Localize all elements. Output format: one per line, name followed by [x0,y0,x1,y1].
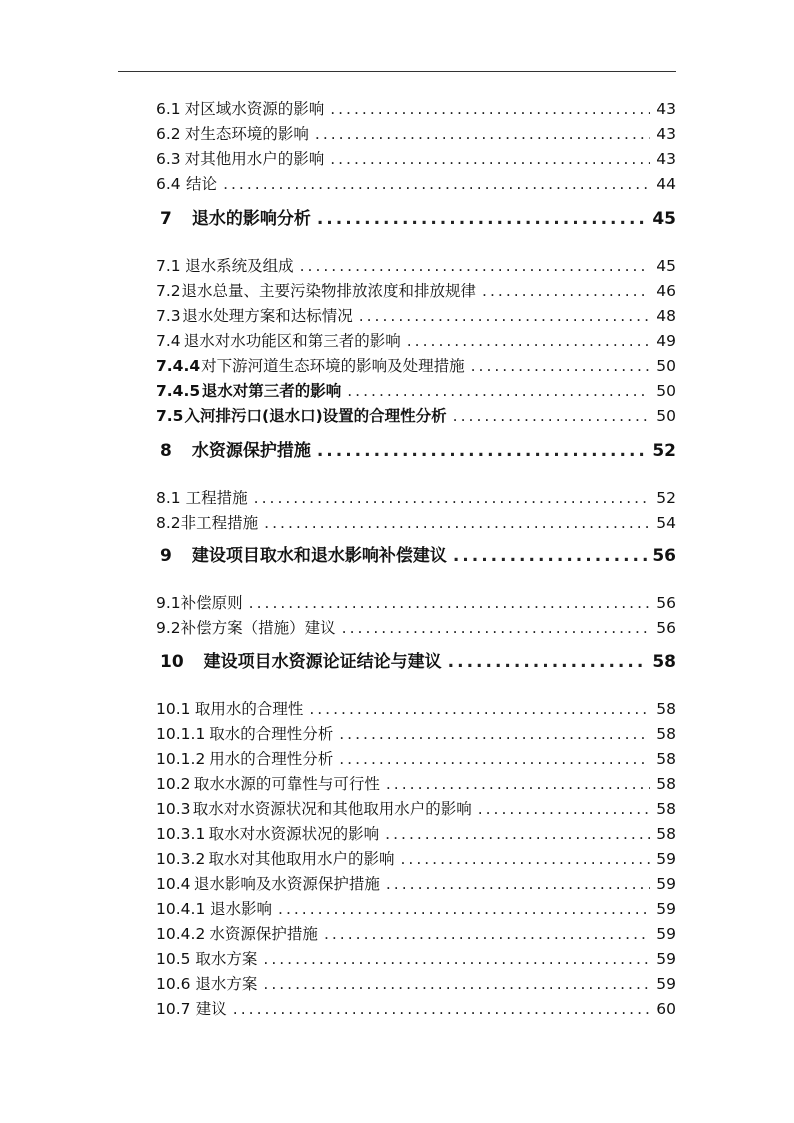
toc-leader-dots [453,404,650,428]
toc-leader-dots [249,591,650,615]
toc-chapter-page: 52 [652,441,676,461]
toc-leader-dots [278,897,650,921]
toc-entry[interactable] [156,254,676,278]
toc-entry[interactable] [156,329,676,353]
toc-entry-title: 退水对水功能区和第三者的影响 [183,332,401,350]
toc-entry-title: 对其他用水户的影响 [184,150,325,168]
toc-leader-dots [330,97,650,121]
toc-entry[interactable] [156,897,676,921]
toc-entry-title: 退水方案 [195,975,258,993]
toc-entry-number: 7.4.5 [156,382,201,400]
toc-entry-page: 45 [656,257,676,275]
toc-entry-page: 43 [656,100,676,118]
toc-entry-number: 10.7 [156,1000,191,1018]
toc-entry-title: 对区域水资源的影响 [184,100,325,118]
toc-entry-number: 10.3.2 [156,850,206,868]
toc-entry[interactable] [156,172,676,196]
toc-entry-page: 58 [656,775,676,793]
toc-leader-dots [347,379,650,403]
toc-leader-dots [339,722,650,746]
toc-entry[interactable] [156,354,676,378]
toc-leader-dots [471,354,650,378]
toc-entry-page: 43 [656,150,676,168]
toc-leader-dots [453,544,648,568]
toc-entry-page: 60 [656,1000,676,1018]
toc-entry-number: 6.3 [156,150,181,168]
toc-entry[interactable] [156,997,676,1021]
toc-leader-dots [263,947,650,971]
toc-leader-dots [263,972,650,996]
toc-entry-title: 补偿原则 [180,594,243,612]
toc-entry-title: 退水影响 [210,900,273,918]
toc-entry-number: 7.4 [156,332,181,350]
toc-leader-dots [315,122,650,146]
toc-entry-page: 50 [656,407,676,425]
toc-entry[interactable] [156,379,676,403]
toc-entry[interactable] [156,404,676,428]
toc-leader-dots [317,439,648,463]
toc-leader-dots [264,511,650,535]
toc-entry-page: 58 [656,800,676,818]
toc-chapter-number: 9 [160,546,172,566]
toc-entry-title: 取水对水资源状况和其他取用水户的影响 [192,800,472,818]
toc-entry-title: 退水处理方案和达标情况 [182,307,353,325]
toc-entry[interactable] [156,772,676,796]
toc-entry-number: 9.1 [156,594,181,612]
toc-entry-title: 退水对第三者的影响 [201,382,342,400]
toc-leader-dots [478,797,650,821]
toc-entry[interactable] [156,147,676,171]
toc-entry-title: 对下游河道生态环境的影响及处理措施 [201,357,465,375]
toc-entry-title: 水资源保护措施 [209,925,318,943]
toc-entry[interactable] [156,747,676,771]
toc-leader-dots [386,772,650,796]
toc-entry-title: 退水总量、主要污染物排放浓度和排放规律 [181,282,477,300]
toc-entry-page: 56 [656,619,676,637]
toc-entry-number: 10.4.2 [156,925,206,943]
toc-entry-page: 56 [656,594,676,612]
toc-chapter[interactable] [156,439,676,463]
toc-leader-dots [317,207,648,231]
toc-entry-page: 46 [656,282,676,300]
toc-entry[interactable] [156,122,676,146]
toc-entry-title: 取水对其他取用水户的影响 [208,850,395,868]
toc-leader-dots [448,650,649,674]
toc-chapter-number: 8 [160,441,172,461]
toc-chapter-page: 56 [652,546,676,566]
toc-leader-dots [223,172,650,196]
toc-entry-page: 54 [656,514,676,532]
toc-entry-page: 50 [656,382,676,400]
toc-entry-title: 退水影响及水资源保护措施 [193,875,380,893]
toc-leader-dots [407,329,650,353]
toc-chapter-title: 水资源保护措施 [191,441,311,461]
toc-entry[interactable] [156,797,676,821]
toc-leader-dots [385,822,650,846]
toc-entry-title: 退水系统及组成 [185,257,294,275]
toc-entry-title: 取水方案 [195,950,258,968]
toc-entry-number: 10.1.1 [156,725,206,743]
toc-leader-dots [330,147,650,171]
toc-chapter[interactable] [156,650,676,674]
toc-leader-dots [342,616,650,640]
toc-entry-page: 59 [656,975,676,993]
toc-leader-dots [254,486,650,510]
toc-entry-number: 10.2 [156,775,191,793]
toc-entry-number: 6.1 [156,100,181,118]
toc-entry-title: 建议 [195,1000,227,1018]
toc-chapter[interactable] [156,207,676,231]
toc-entry-number: 10.4.1 [156,900,206,918]
toc-entry[interactable] [156,304,676,328]
header-rule [118,71,676,72]
toc-entry[interactable] [156,591,676,615]
toc-entry-number: 7.5 [156,407,184,425]
toc-entry[interactable] [156,947,676,971]
toc-entry-number: 10.5 [156,950,191,968]
toc-entry-page: 59 [656,900,676,918]
toc-chapter-page: 58 [652,652,676,672]
toc-entry[interactable] [156,97,676,121]
toc-entry-page: 58 [656,750,676,768]
toc-chapter-page: 45 [652,209,676,229]
toc-leader-dots [309,697,650,721]
toc-entry[interactable] [156,972,676,996]
toc-entry-page: 58 [656,825,676,843]
toc-entry-number: 10.1 [156,700,191,718]
toc-entry-title: 补偿方案（措施）建议 [180,619,336,637]
toc-entry-title: 取用水的合理性 [194,700,304,718]
toc-entry-number: 7.1 [156,257,181,275]
toc-leader-dots [359,304,650,328]
toc-entry-number: 6.4 [156,175,181,193]
toc-entry-page: 59 [656,875,676,893]
toc-entry-page: 43 [656,125,676,143]
toc-leader-dots [300,254,650,278]
toc-entry-number: 8.1 [156,489,181,507]
toc-chapter-title: 建设项目水资源论证结论与建议 [203,652,442,672]
toc-entry-number: 10.3.1 [156,825,206,843]
toc-leader-dots [482,279,650,303]
toc-entry-number: 10.4 [156,875,191,893]
toc-chapter[interactable] [156,544,676,568]
toc-entry[interactable] [156,822,676,846]
toc-leader-dots [339,747,650,771]
toc-entry-page: 59 [656,925,676,943]
toc-entry-title: 工程措施 [185,489,248,507]
toc-entry[interactable] [156,697,676,721]
toc-entry-page: 52 [656,489,676,507]
toc-entry-number: 10.1.2 [156,750,206,768]
toc-entry[interactable] [156,722,676,746]
toc-entry-page: 58 [656,700,676,718]
toc-entry-title: 入河排污口(退水口)设置的合理性分析 [184,407,447,425]
toc-entry[interactable] [156,872,676,896]
toc-entry-title: 取水的合理性分析 [209,725,334,743]
toc-entry-number: 10.3 [156,800,191,818]
toc-entry-page: 59 [656,950,676,968]
toc-entry-title: 用水的合理性分析 [209,750,334,768]
toc-leader-dots [233,997,650,1021]
toc-entry-page: 58 [656,725,676,743]
toc-leader-dots [386,872,650,896]
toc-entry-title: 取水对水资源状况的影响 [208,825,380,843]
toc-leader-dots [400,847,650,871]
toc-entry-number: 7.4.4 [156,357,201,375]
toc-entry-number: 6.2 [156,125,181,143]
toc-chapter-title: 退水的影响分析 [191,209,311,229]
toc-leader-dots [324,922,650,946]
toc-entry[interactable] [156,486,676,510]
toc-entry-page: 50 [656,357,676,375]
toc-entry[interactable] [156,847,676,871]
toc-entry[interactable] [156,279,676,303]
toc-entry-page: 44 [656,175,676,193]
toc-entry-page: 49 [656,332,676,350]
toc-entry-number: 7.3 [156,307,181,325]
toc-entry-number: 8.2 [156,514,181,532]
toc-entry-title: 结论 [186,175,218,193]
toc-chapter-number: 10 [160,652,184,672]
toc-entry-title: 非工程措施 [180,514,259,532]
toc-entry-number: 9.2 [156,619,181,637]
toc-entry-number: 7.2 [156,282,181,300]
toc-chapter-number: 7 [160,209,172,229]
toc-entry-page: 59 [656,850,676,868]
toc-chapter-title: 建设项目取水和退水影响补偿建议 [191,546,447,566]
toc-entry-title: 对生态环境的影响 [184,125,309,143]
toc-entry-title: 取水水源的可靠性与可行性 [193,775,380,793]
toc-entry[interactable] [156,511,676,535]
toc-entry-page: 48 [656,307,676,325]
toc-entry-number: 10.6 [156,975,191,993]
toc-entry[interactable] [156,922,676,946]
toc-entry[interactable] [156,616,676,640]
